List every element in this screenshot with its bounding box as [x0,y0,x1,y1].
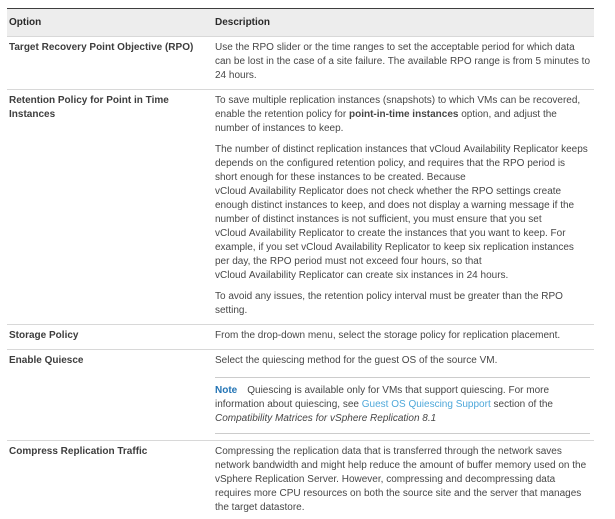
option-label-storage-policy: Storage Policy [7,325,213,350]
paragraph-text: option, and adjust the number of instances to keep. [215,109,557,134]
note-label: Note [215,385,238,396]
description-paragraph [215,94,590,136]
paragraph-text: To save multiple replication instances (snapshots) to which VMs can be recovered, enable the retention policy for [215,95,581,120]
table-row-storage-policy [7,325,594,350]
option-label-compress-traffic: Compress Replication Traffic [7,441,213,519]
option-label-enable-quiesce: Enable Quiesce [7,350,213,441]
table-row-retention-policy [7,90,594,325]
description-paragraph: To avoid any issues, the retention policy interval must be greater than the RPO setting. [215,291,563,316]
description-cell-enable-quiesce [213,350,594,441]
description-column-header: Description [213,9,594,37]
option-label-retention-policy: Retention Policy for Point in Time Instances [7,90,213,325]
book-title-text: Compatibility Matrices for vSphere Replication 8.1 [215,413,437,424]
description-paragraph: The number of distinct replication instances that vCloud Availability Replicator keeps depends on the configured retention policy, and requires that the RPO period is short enough for these instances to be created. Because vCloud Availability Replicator does not check whether the RPO settings create enough distinct instances to keep, and does not display a warning message if the number of distinct instances is not sufficient, you must ensure that you set vCloud Availability Replicator to create the instances that you want to keep. For example, if you set vCloud Availability Replicator to keep six replication instances per day, the RPO period must not exceed four hours, so that vCloud Availability Replicator can create six instances in 24 hours. [215,144,588,281]
description-paragraph: From the drop-down menu, select the storage policy for replication placement. [215,330,561,341]
table-row-enable-quiesce [7,350,594,441]
description-cell-storage-policy [213,325,594,350]
note-callout [215,377,590,434]
guest-os-quiescing-support-link[interactable]: Guest OS Quiescing Support [361,399,491,410]
table-row-compress-traffic [7,441,594,519]
description-paragraph: Compressing the replication data that is transferred through the network saves network bandwidth and might help reduce the amount of buffer memory used on the vSphere Replication Server. However, compressing and decompressing data requires more CPU resources on both the source site and the server that manages the target datastore. [215,446,587,513]
table-header-row [7,9,594,37]
note-text: Quiescing is available only for VMs that support quiescing. For more information about quiescing, see [215,385,550,410]
option-column-header: Option [7,9,213,37]
option-label-rpo: Target Recovery Point Objective (RPO) [7,37,213,90]
description-paragraph: Use the RPO slider or the time ranges to set the acceptable period for which data can be lost in the case of a site failure. The available RPO range is from 5 minutes to 24 hours. [215,42,591,81]
description-cell-compress-traffic [213,441,594,519]
note-text: section of the [490,399,553,410]
bold-term: point-in-time instances [348,109,459,120]
description-cell-rpo [213,37,594,90]
description-cell-retention-policy [213,90,594,325]
options-table [7,8,594,519]
description-paragraph: Select the quiescing method for the guest OS of the source VM. [215,355,498,366]
table-row-rpo [7,37,594,90]
